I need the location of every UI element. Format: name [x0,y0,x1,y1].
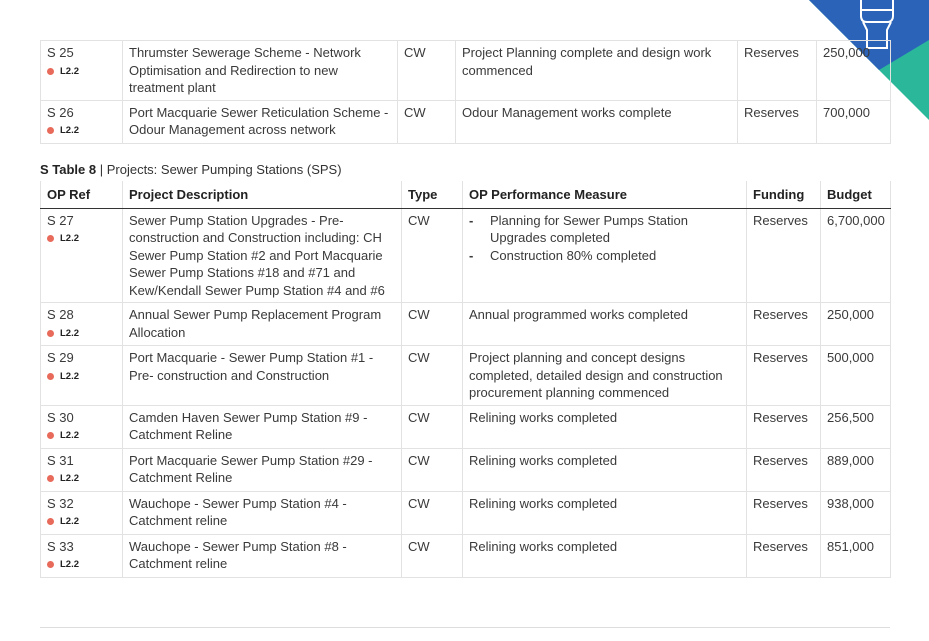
type-cell: CW [402,448,463,491]
table-row [41,303,891,346]
level-label: L2.2 [60,327,80,339]
type-cell: CW [402,405,463,448]
level-label: L2.2 [60,516,80,527]
level-dot-icon [47,561,54,568]
op-ref: S 28 [47,307,74,322]
description-cell: Wauchope - Sewer Pump Station #4 - Catchment reline [123,491,402,534]
level-tag [47,470,116,488]
budget-cell: 256,500 [821,405,891,448]
funding-cell: Reserves [747,208,821,303]
table-row [41,405,891,448]
type-cell: CW [402,491,463,534]
table-row [41,448,891,491]
level-dot-icon [47,127,54,134]
table-row [41,41,891,101]
budget-cell: 851,000 [821,534,891,577]
budget-cell: 6,700,000 [821,208,891,303]
funding-cell: Reserves [747,448,821,491]
op-ref-cell [41,346,123,406]
table-caption: S Table 8 | Projects: Sewer Pumping Stations (SPS) [40,162,342,177]
header-type: Type [402,181,463,208]
footer-rule [40,627,890,628]
header-funding: Funding [747,181,821,208]
level-dot-icon [47,330,54,337]
funding-cell: Reserves [738,100,817,143]
table-row [41,491,891,534]
funding-cell: Reserves [738,41,817,101]
op-ref: S 32 [47,495,74,511]
funding-cell: Reserves [747,405,821,448]
measure-cell: Project Planning complete and design work commenced [456,41,738,101]
description-cell: Port Macquarie Sewer Reticulation Scheme - Odour Management across network [123,100,398,143]
op-ref-cell [41,405,123,448]
level-label: L2.2 [60,65,80,77]
level-dot-icon [47,373,54,380]
measure-bullet: - Planning for Sewer Pumps Station Upgrades completed [469,212,740,247]
description-cell: Annual Sewer Pump Replacement Program Allocation [123,303,402,346]
measure-cell: Relining works completed [463,405,747,448]
op-ref-cell [41,208,123,303]
level-dot-icon [47,518,54,525]
description-cell: Wauchope - Sewer Pump Station #8 - Catchment reline [123,534,402,577]
budget-cell: 700,000 [817,100,891,143]
level-tag [47,63,116,81]
type-cell: CW [402,303,463,346]
level-tag [47,368,116,386]
measure-cell [463,208,747,303]
budget-cell: 889,000 [821,448,891,491]
table-row [41,100,891,143]
funding-cell: Reserves [747,346,821,406]
op-ref-cell [41,534,123,577]
op-ref-cell [41,100,123,143]
type-cell: CW [398,41,456,101]
table-row [41,534,891,577]
table-header-row [41,181,891,208]
header-description: Project Description [123,181,402,208]
op-ref: S 31 [47,452,74,468]
op-ref-cell [41,41,123,101]
op-ref: S 29 [47,350,74,365]
level-tag [47,513,116,531]
level-tag [47,230,116,248]
budget-cell: 500,000 [821,346,891,406]
table-row [41,208,891,303]
header-op-ref: OP Ref [41,181,123,208]
funding-cell: Reserves [747,534,821,577]
level-tag [47,556,116,574]
table-row [41,346,891,406]
top-table [40,40,891,144]
op-ref-cell [41,448,123,491]
funding-cell: Reserves [747,491,821,534]
op-ref: S 26 [47,104,74,120]
op-ref: S 27 [47,212,74,228]
measure-cell: Relining works completed [463,534,747,577]
measure-cell: Project planning and concept designs completed, detailed design and construction procurement planning commenced [463,346,747,406]
measure-bullet: - Construction 80% completed [469,247,740,265]
measure-list [469,212,740,265]
measure-cell: Odour Management works complete [456,100,738,143]
sps-table [40,181,891,578]
level-label: L2.2 [60,370,80,382]
level-label: L2.2 [60,125,80,136]
level-dot-icon [47,68,54,75]
level-dot-icon [47,475,54,482]
description-cell: Thrumster Sewerage Scheme - Network Optimisation and Redirection to new treatment plant [123,41,398,101]
type-cell: CW [402,346,463,406]
description-cell: Port Macquarie - Sewer Pump Station #1 - Pre- construction and Construction [123,346,402,406]
level-label: L2.2 [60,430,80,441]
level-label: L2.2 [60,233,80,244]
op-ref: S 30 [47,409,74,425]
type-cell: CW [402,208,463,303]
type-cell: CW [402,534,463,577]
budget-cell: 250,000 [821,303,891,346]
op-ref-cell [41,491,123,534]
level-tag [47,427,116,445]
level-tag [47,122,116,140]
op-ref-cell [41,303,123,346]
op-ref: S 33 [47,538,74,554]
budget-cell: 938,000 [821,491,891,534]
budget-cell: 250,000 [817,41,891,101]
level-label: L2.2 [60,559,80,570]
level-dot-icon [47,235,54,242]
header-measure: OP Performance Measure [463,181,747,208]
type-cell: CW [398,100,456,143]
measure-cell: Annual programmed works completed [463,303,747,346]
op-ref: S 25 [47,45,74,60]
description-cell: Camden Haven Sewer Pump Station #9 - Catchment Reline [123,405,402,448]
level-dot-icon [47,432,54,439]
level-label: L2.2 [60,473,80,484]
header-budget: Budget [821,181,891,208]
level-tag [47,325,116,343]
funding-cell: Reserves [747,303,821,346]
measure-cell: Relining works completed [463,491,747,534]
description-cell: Port Macquarie Sewer Pump Station #29 - Catchment Reline [123,448,402,491]
description-cell: Sewer Pump Station Upgrades - Pre-construction and Construction including: CH Sewer Pump Station #2 and Port Macquarie Sewer Pump Stations #18 and #71 and Kew/Kendall Sewer Pump Station #4 and #6 [123,208,402,303]
measure-cell: Relining works completed [463,448,747,491]
